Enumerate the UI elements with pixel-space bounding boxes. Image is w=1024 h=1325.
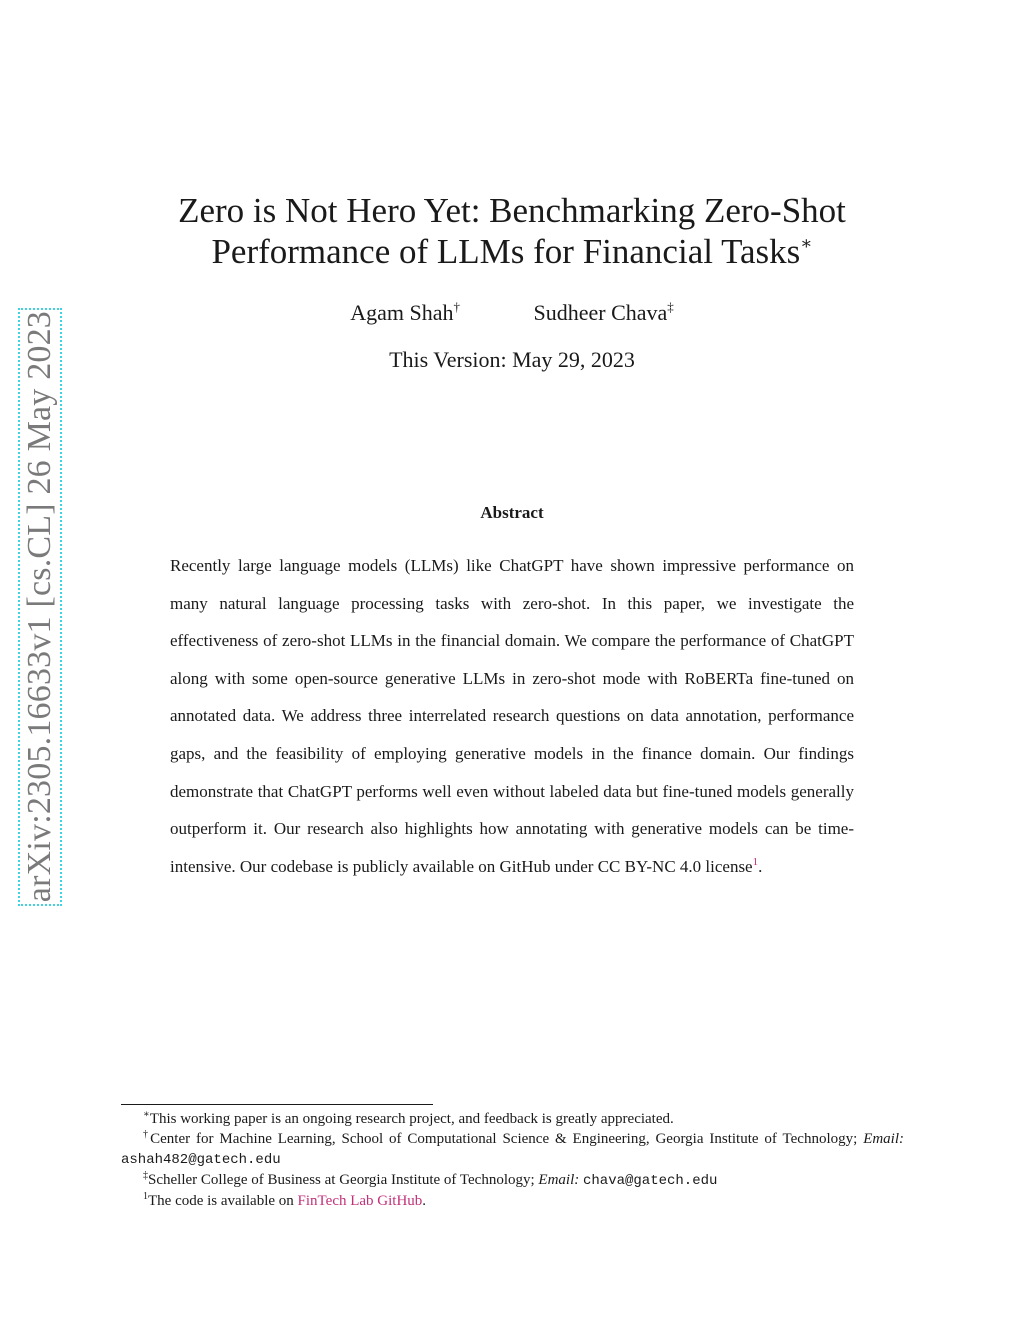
author-1-mark: † — [453, 299, 460, 314]
arxiv-identifier-stamp — [18, 308, 62, 906]
footnote-author-1-email[interactable]: ashah482@gatech.edu — [121, 1152, 281, 1168]
footnote-author-2-email[interactable]: chava@gatech.edu — [582, 1173, 718, 1189]
abstract-heading: Abstract — [480, 503, 544, 522]
author-2-name: Sudheer Chava — [533, 300, 668, 325]
author-2 — [533, 300, 673, 326]
fintech-lab-github-link[interactable]: FinTech Lab GitHub — [297, 1193, 423, 1209]
footnote-code-text: The code is available on — [148, 1193, 298, 1209]
footnote-divider — [121, 1104, 433, 1105]
title-line-2 — [140, 231, 884, 272]
footnote-author-2-text: Scheller College of Business at Georgia Institute of Technology; — [148, 1172, 539, 1188]
footnote-author-1-mark: † — [143, 1129, 151, 1140]
title-footnote-mark: ∗ — [800, 233, 813, 253]
footnote-author-1-text: Center for Machine Learning, School of Computational Science & Engineering, Georgia Institute of Technology; — [150, 1131, 864, 1147]
footnote-author-2-email-label: Email: — [538, 1172, 580, 1188]
footnote-title — [121, 1109, 904, 1129]
footnotes — [121, 1109, 904, 1211]
footnote-title-text: This working paper is an ongoing research project, and feedback is greatly appreciated. — [149, 1111, 674, 1127]
author-2-mark: ‡ — [667, 299, 674, 314]
abstract-body — [170, 547, 854, 885]
author-1-name: Agam Shah — [350, 300, 454, 325]
abstract-footnote-link[interactable]: 1 — [752, 855, 759, 868]
title-line-1: Zero is Not Hero Yet: Benchmarking Zero-Shot — [178, 191, 846, 230]
footnote-code-end: . — [422, 1193, 427, 1209]
abstract-text: Recently large language models (LLMs) like ChatGPT have shown impressive performance on many natural language processing tasks with zero-shot. In this paper, we investigate the effectiveness of zero-shot LLMs in the financial domain. We compare the performance of ChatGPT along with some open-source generative LLMs in zero-shot mode with RoBERTa fine-tuned on annotated data. We address three interrelated research questions on data annotation, performance gaps, and the feasibility of employing generative models in the finance domain. Our findings demonstrate that ChatGPT performs well even without labeled data but fine-tuned models generally outperform it. Our research also highlights how annotating with generative models can be time-intensive. Our codebase is publicly available on GitHub under CC BY-NC 4.0 license — [170, 556, 854, 876]
footnote-code — [121, 1191, 904, 1211]
paper-title — [140, 190, 884, 272]
author-1 — [350, 300, 460, 326]
abstract-end: . — [758, 856, 763, 876]
footnote-author-2-mark: ‡ — [143, 1170, 148, 1181]
footnote-author-1 — [121, 1129, 904, 1170]
version-date: This Version: May 29, 2023 — [389, 347, 635, 372]
title-line-2-text: Performance of LLMs for Financial Tasks — [211, 232, 801, 271]
footnote-code-mark: 1 — [143, 1191, 148, 1202]
footnote-author-2 — [121, 1170, 904, 1191]
footnote-author-1-email-label: Email: — [863, 1131, 905, 1147]
footnote-title-mark: ∗ — [143, 1109, 150, 1120]
arxiv-identifier-text: arXiv:2305.16633v1 [cs.CL] 26 May 2023 — [21, 311, 58, 903]
author-list — [0, 300, 1024, 326]
